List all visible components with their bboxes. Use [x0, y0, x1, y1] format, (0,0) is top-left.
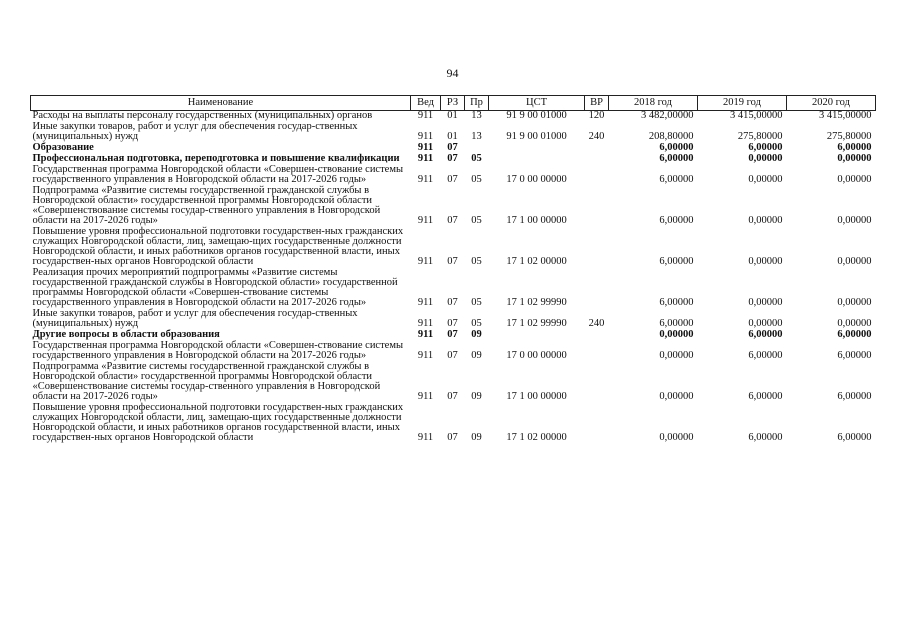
cell-name: Повышение уровня профессиональной подготовки государствен-ных гражданских служащих Новгородской области, лиц, замещаю-щих государственные должности Новгородской области, и иных работников органов государственной власти, иных государствен-ных органов Новгородской области — [32, 402, 404, 443]
cell-cst: 17 1 02 99990 — [506, 297, 567, 308]
cell-pr: 09 — [471, 432, 482, 443]
cell-2019: 6,00000 — [748, 432, 783, 443]
cell-rz: 07 — [447, 329, 458, 340]
header-2018: 2018 год — [609, 96, 698, 111]
cell-rz: 07 — [447, 153, 458, 164]
cell-vr — [585, 340, 609, 361]
table-row — [31, 361, 876, 402]
cell-pr: 05 — [471, 215, 482, 226]
cell-2019: 3 415,00000 — [730, 110, 783, 121]
cell-vr — [585, 361, 609, 402]
cell-vr — [585, 153, 609, 164]
cell-2020: 6,00000 — [837, 329, 872, 340]
table-row — [31, 185, 876, 226]
cell-ved: 911 — [417, 110, 434, 121]
table-row — [31, 164, 876, 185]
cell-ved: 911 — [417, 131, 434, 142]
cell-2019: 0,00000 — [748, 215, 783, 226]
cell-cst: 17 0 00 00000 — [506, 174, 567, 185]
table-row — [31, 340, 876, 361]
cell-name: Подпрограмма «Развитие системы государственной гражданской службы в Новгородской области» государственной программы Новгородской области «Совершенствование системы государ-ственного управления в Новгородской области на 2017-2026 годы» — [32, 185, 381, 226]
cell-ved: 911 — [417, 174, 434, 185]
cell-cst: 17 1 00 00000 — [506, 391, 567, 402]
cell-cst: 17 1 02 00000 — [506, 256, 567, 267]
cell-2019: 6,00000 — [748, 329, 783, 340]
cell-vr: 120 — [588, 110, 605, 121]
cell-rz: 01 — [447, 131, 458, 142]
cell-pr: 05 — [471, 297, 482, 308]
cell-vr — [585, 164, 609, 185]
cell-rz: 07 — [447, 432, 458, 443]
cell-pr: 05 — [471, 318, 482, 329]
cell-2018: 208,80000 — [648, 131, 694, 142]
cell-rz: 01 — [447, 110, 458, 121]
cell-cst — [489, 142, 585, 153]
cell-name: Государственная программа Новгородской области «Совершен-ствование системы государственного управления в Новгородской области на 2017-2026 годы» — [32, 340, 404, 361]
cell-cst: 17 1 02 99990 — [506, 318, 567, 329]
cell-ved: 911 — [417, 318, 434, 329]
cell-vr — [585, 226, 609, 267]
cell-2019: 6,00000 — [748, 391, 783, 402]
cell-2018: 6,00000 — [659, 318, 694, 329]
cell-ved: 911 — [417, 350, 434, 361]
cell-rz: 07 — [447, 350, 458, 361]
cell-vr — [585, 142, 609, 153]
cell-2020: 0,00000 — [837, 215, 872, 226]
cell-ved: 911 — [417, 391, 434, 402]
cell-2020: 3 415,00000 — [819, 110, 872, 121]
cell-2018: 0,00000 — [659, 329, 694, 340]
page-number: 94 — [446, 66, 459, 80]
cell-name: Реализация прочих мероприятий подпрограммы «Развитие системы государственной гражданской службы в Новгородской области» государственной программы Новгородской области «Совершен-ствование системы государственного управления в Новгородской области на 2017-2026 годы» — [32, 267, 398, 308]
cell-ved: 911 — [417, 329, 434, 340]
cell-2020: 6,00000 — [837, 432, 872, 443]
header-pr: Пр — [465, 96, 489, 111]
header-rz: РЗ — [441, 96, 465, 111]
cell-name: Другие вопросы в области образования — [32, 329, 220, 340]
cell-vr — [585, 329, 609, 340]
cell-name: Расходы на выплаты персоналу государственных (муниципальных) органов — [32, 110, 373, 121]
cell-vr — [585, 185, 609, 226]
table-row — [31, 111, 876, 122]
cell-cst — [489, 329, 585, 340]
cell-2018: 3 482,00000 — [641, 110, 694, 121]
header-vr: ВР — [585, 96, 609, 111]
budget-table — [30, 95, 876, 443]
cell-2019: 6,00000 — [748, 350, 783, 361]
header-ved: Вед — [411, 96, 441, 111]
table-header-row — [31, 96, 876, 111]
cell-2019: 6,00000 — [748, 142, 783, 153]
cell-2019: 0,00000 — [748, 318, 783, 329]
cell-2020: 6,00000 — [837, 142, 872, 153]
cell-2018: 0,00000 — [659, 391, 694, 402]
cell-pr — [465, 142, 489, 153]
cell-2020: 0,00000 — [837, 256, 872, 267]
cell-pr: 05 — [471, 174, 482, 185]
cell-2020: 0,00000 — [837, 153, 872, 164]
cell-name: Государственная программа Новгородской области «Совершен-ствование системы государственного управления в Новгородской области на 2017-2026 годы» — [32, 164, 404, 185]
cell-2018: 6,00000 — [659, 297, 694, 308]
cell-ved: 911 — [417, 142, 434, 153]
cell-rz: 07 — [447, 297, 458, 308]
cell-rz: 07 — [447, 215, 458, 226]
table-row — [31, 329, 876, 340]
cell-ved: 911 — [417, 256, 434, 267]
cell-vr — [585, 402, 609, 443]
header-name: Наименование — [31, 96, 411, 111]
cell-name: Профессиональная подготовка, переподготовка и повышение квалификации — [32, 153, 400, 164]
table-row — [31, 402, 876, 443]
cell-name: Образование — [32, 142, 94, 153]
cell-2019: 0,00000 — [748, 153, 783, 164]
cell-pr: 09 — [471, 350, 482, 361]
cell-2018: 0,00000 — [659, 432, 694, 443]
cell-vr: 240 — [588, 131, 605, 142]
cell-name: Подпрограмма «Развитие системы государственной гражданской службы в Новгородской области» государственной программы Новгородской области «Совершенствование системы государ-ственного управления в Новгородской области на 2017-2026 годы» — [32, 361, 381, 402]
cell-vr: 240 — [588, 318, 605, 329]
header-2019: 2019 год — [698, 96, 787, 111]
header-cst: ЦСТ — [489, 96, 585, 111]
cell-cst: 17 1 02 00000 — [506, 432, 567, 443]
cell-2018: 6,00000 — [659, 153, 694, 164]
table-row — [31, 308, 876, 329]
cell-2018: 6,00000 — [659, 174, 694, 185]
cell-2019: 0,00000 — [748, 174, 783, 185]
cell-cst: 91 9 00 01000 — [506, 110, 567, 121]
table-row — [31, 142, 876, 153]
cell-cst: 91 9 00 01000 — [506, 131, 567, 142]
cell-2020: 275,80000 — [826, 131, 872, 142]
cell-2018: 6,00000 — [659, 142, 694, 153]
cell-rz: 07 — [447, 142, 458, 153]
cell-cst: 17 0 00 00000 — [506, 350, 567, 361]
cell-2018: 6,00000 — [659, 215, 694, 226]
cell-rz: 07 — [447, 256, 458, 267]
cell-cst — [489, 153, 585, 164]
cell-pr: 05 — [471, 153, 482, 164]
cell-name: Иные закупки товаров, работ и услуг для обеспечения государ-ственных (муниципальных) нужд — [32, 121, 358, 142]
cell-pr: 09 — [471, 329, 482, 340]
table-body — [31, 111, 876, 444]
cell-name: Иные закупки товаров, работ и услуг для обеспечения государ-ственных (муниципальных) нужд — [32, 308, 358, 329]
cell-2020: 6,00000 — [837, 391, 872, 402]
header-2020: 2020 год — [787, 96, 876, 111]
cell-2020: 0,00000 — [837, 318, 872, 329]
cell-rz: 07 — [447, 318, 458, 329]
table-row — [31, 153, 876, 164]
cell-pr: 13 — [471, 110, 482, 121]
cell-2020: 6,00000 — [837, 350, 872, 361]
cell-rz: 07 — [447, 391, 458, 402]
cell-ved: 911 — [417, 215, 434, 226]
cell-ved: 911 — [417, 297, 434, 308]
cell-2019: 0,00000 — [748, 297, 783, 308]
table-row — [31, 226, 876, 267]
cell-2019: 0,00000 — [748, 256, 783, 267]
cell-2020: 0,00000 — [837, 297, 872, 308]
cell-2019: 275,80000 — [737, 131, 783, 142]
cell-name: Повышение уровня профессиональной подготовки государствен-ных гражданских служащих Новгородской области, лиц, замещаю-щих государственные должности Новгородской области, и иных работников органов государственной власти, иных государствен-ных органов Новгородской области — [32, 226, 404, 267]
cell-2018: 6,00000 — [659, 256, 694, 267]
table-row — [31, 267, 876, 308]
cell-cst: 17 1 00 00000 — [506, 215, 567, 226]
cell-ved: 911 — [417, 153, 434, 164]
cell-2020: 0,00000 — [837, 174, 872, 185]
table-row — [31, 121, 876, 142]
cell-ved: 911 — [417, 432, 434, 443]
cell-vr — [585, 267, 609, 308]
cell-pr: 05 — [471, 256, 482, 267]
cell-2018: 0,00000 — [659, 350, 694, 361]
cell-pr: 09 — [471, 391, 482, 402]
cell-rz: 07 — [447, 174, 458, 185]
cell-pr: 13 — [471, 131, 482, 142]
